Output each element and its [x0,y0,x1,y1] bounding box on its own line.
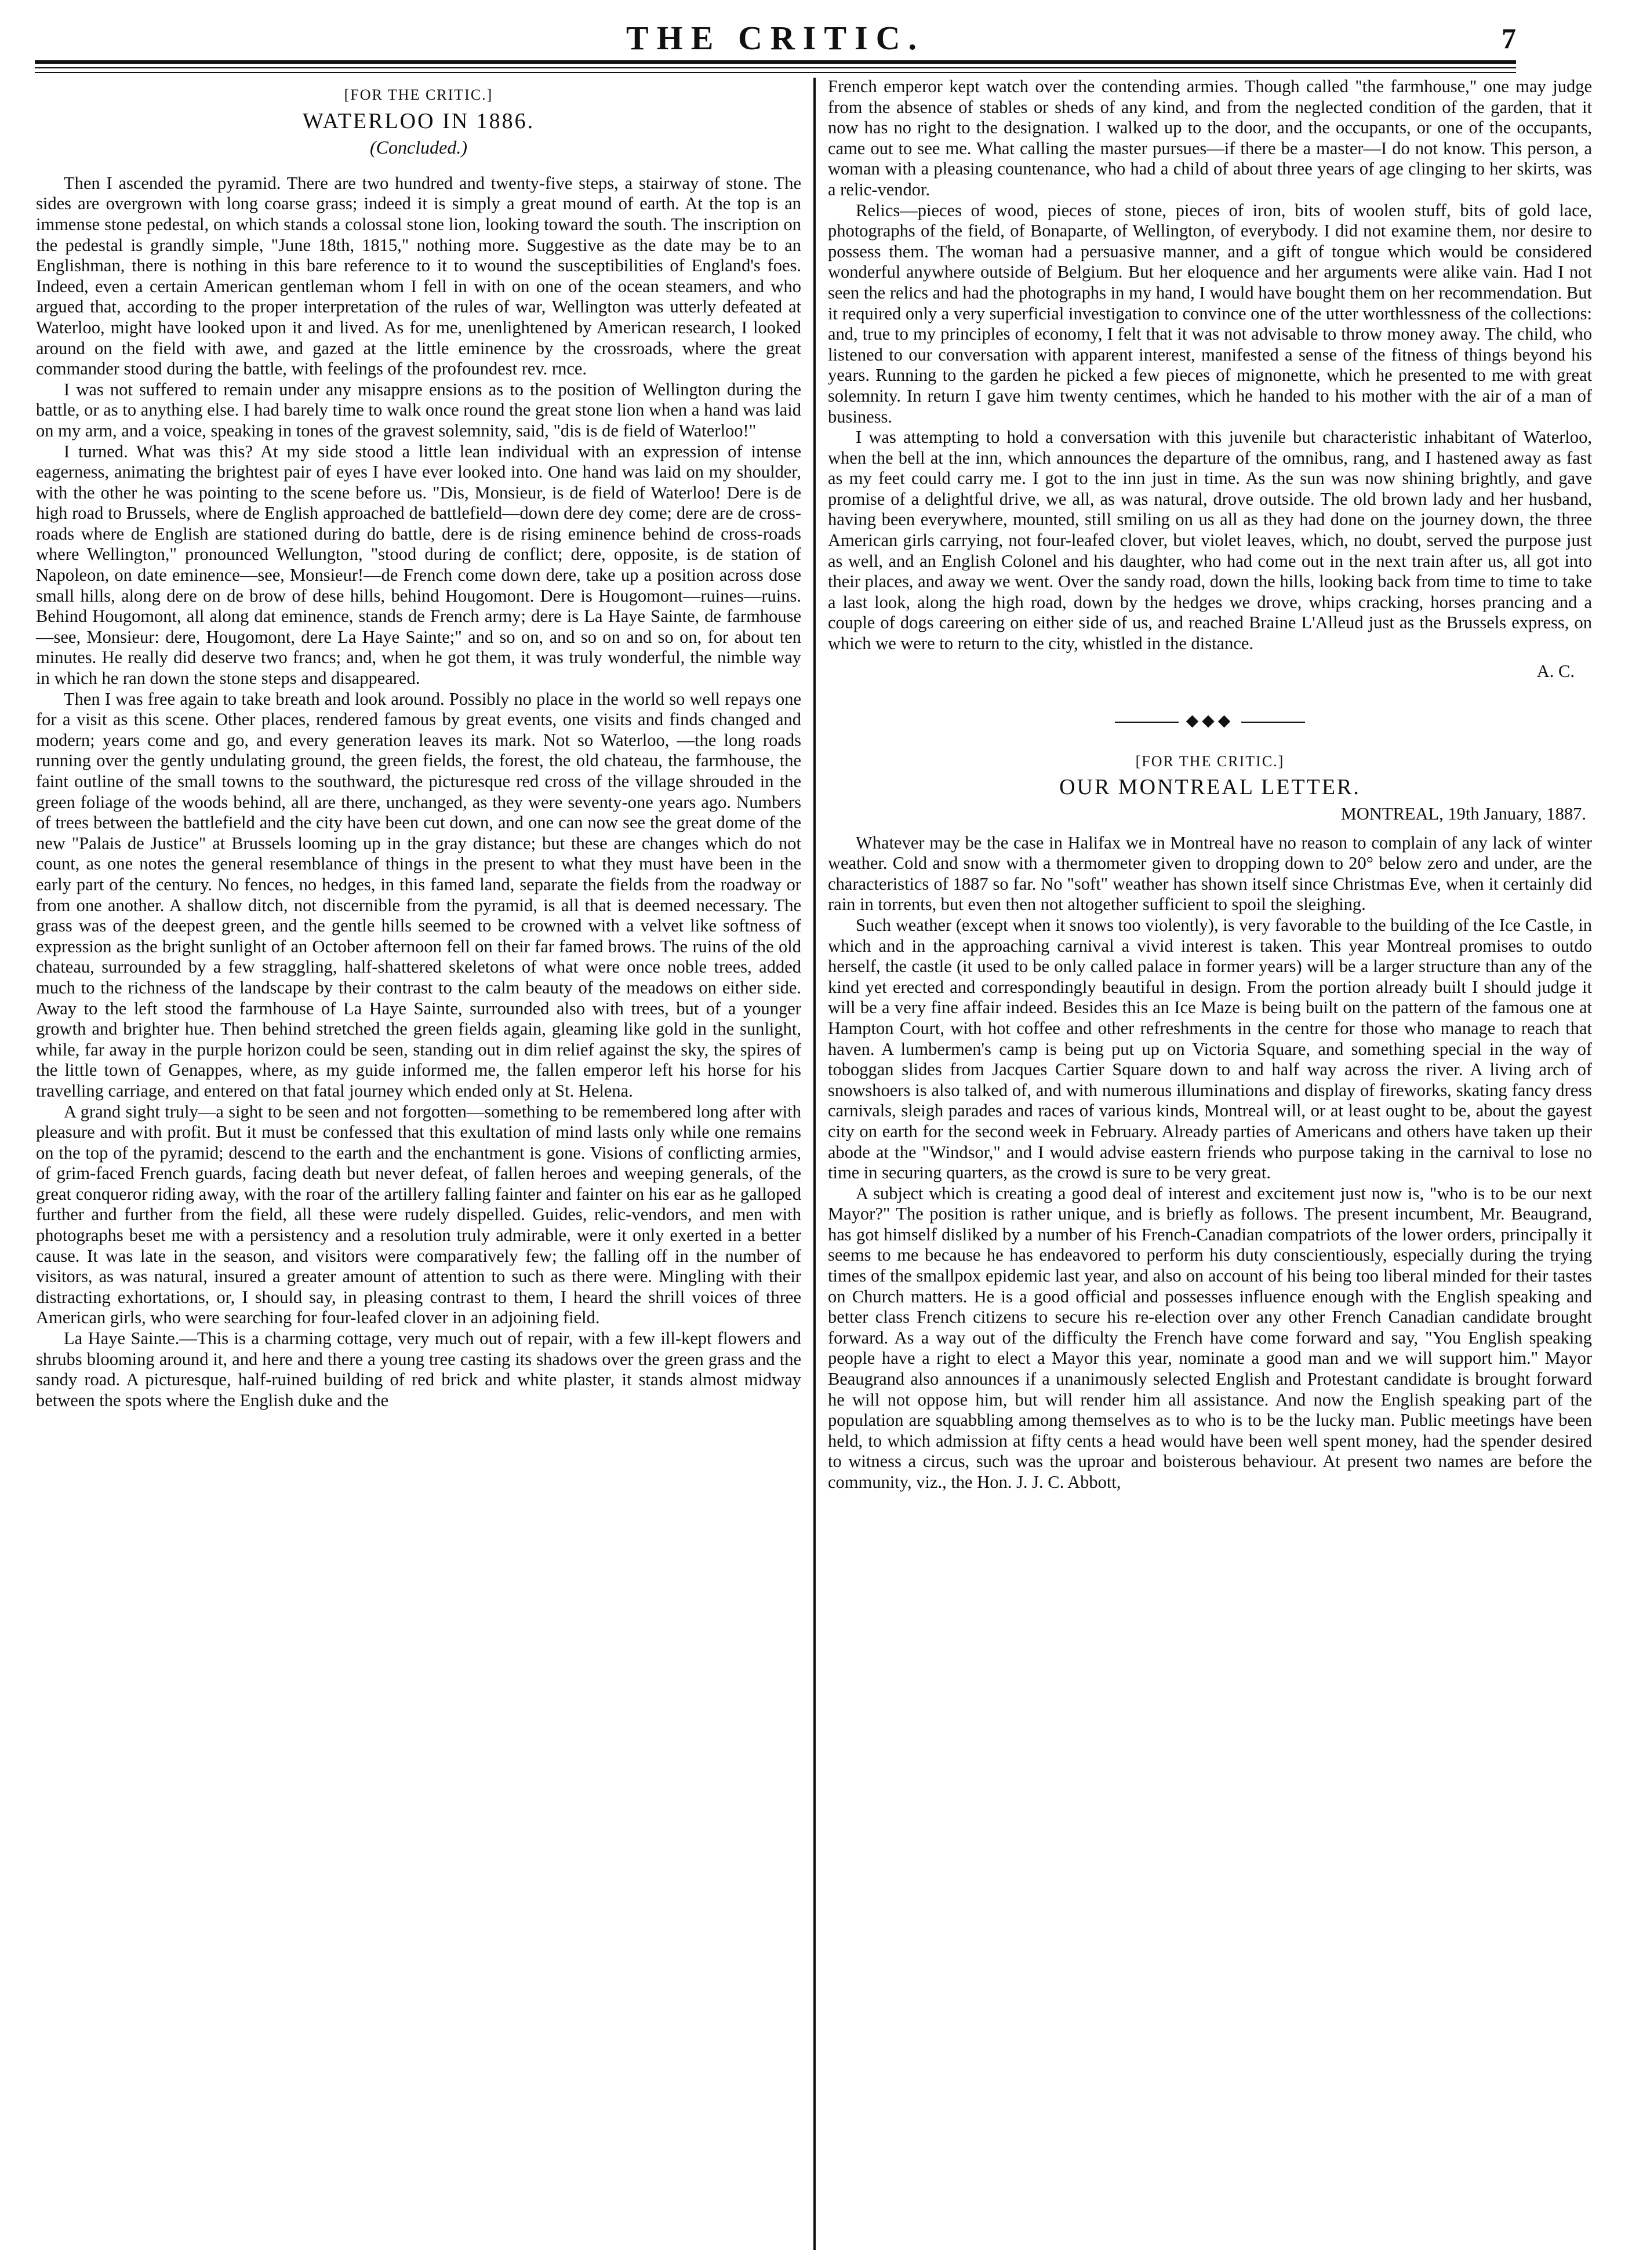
paragraph: French emperor kept watch over the contending armies. Though called "the farmhouse," one may judge from the absence of stables or sheds of any kind, and from the neglected condition of the garden, that it now has no right to the designation. I walked up to the door, and the occupants, or one of the occupants, came out to see me. What calling the master pursues—if there be a master—I do not know. This person, a woman with a pleasing countenance, who had a child of about three years of age clinging to her skirts, was a relic-vendor. [828,77,1592,199]
paragraph: A subject which is creating a good deal of interest and excitement just now is, "who is to be our next Mayor?" The position is rather unique, and is briefly as follows. The present incumbent, Mr. Beaugrand, has got himself disliked by a number of his French-Canadian compatriots of the lower orders, principally it seems to me because he has endeavored to perform his duty conscientiously, especially during the trying times of the smallpox epidemic last year, and also on account of his being too liberal minded for their tastes on Church matters. He is a good official and possesses influence enough with the English speaking and better class French citizens to secure his re-election over any other French Canadian candidate brought forward. As a way out of the difficulty the French have come forward and say, "You English speaking people have a right to elect a Mayor this year, nominate a good man and we will support him." Mayor Beaugrand also announces if a unanimously selected English and Protestant candidate is brought forward he will not oppose him, but will render him all assistance. And now the English speaking part of the population are squabbling among themselves as to who is to be the lucky man. Public meetings have been held, to which admission at fifty cents a head would have been well spent money, had the spender desired to witness a circus, such was the uproar and boisterous behaviour. At present two names are before the community, viz., the Hon. J. J. C. Abbott, [828,1183,1592,1492]
article-kicker: [FOR THE CRITIC.] [344,86,493,103]
paragraph: I was attempting to hold a conversation with this juvenile but characteristic inhabitant of Waterloo, when the bell at the inn, which announces the departure of the omnibus, rang, and I hastened away as fast as my feet could carry me. I got to the inn just in time. As the sun was now shining brightly, and gave promise of a delightful drive, we all, as was natural, drove outside. The old brown lady and her husband, having been everywhere, mounted, still smiling on us all as they had done on the journey down, the three American girls carrying, not four-leafed clover, but violet leaves, which, no doubt, served the purpose just as well, and an English Colonel and his daughter, who had come out in the next train after us, all got into their places, and away we went. Over the sandy road, down the hills, looking back from time to time to take a last look, along the high road, down by the hedges we drove, whips cracking, horses prancing and a couple of dogs careering on either side of us, and reached Braine L'Alleud just as the Brussels express, on which we were to return to the city, whistled in the distance. [828,427,1592,654]
paragraph: La Haye Sainte.—This is a charming cottage, very much out of repair, with a few ill-kept flowers and shrubs blooming around it, and here and there a young tree casting its shadows over the green grass and the sandy road. A picturesque, half-ruined building of red brick and white plaster, it stands almost midway between the spots where the English duke and the [36,1328,801,1410]
page-header [35,17,1516,59]
paragraph: Then I was free again to take breath and look around. Possibly no place in the world so well repays one for a visit as this scene. Other places, rendered famous by great events, one visits and finds changed and modern; years come and go, and every generation leaves its mark. Not so Waterloo, —the long roads running over the gently undulating ground, the green fields, the forest, the old chateau, the farmhouse, the faint outline of the small towns to the southward, the picturesque red cross of the village shrouded in the green foliage of the woods behind, all are there, unchanged, as they were seventy-one years ago. Numbers of trees between the battlefield and the city have been cut down, and one can now see the great dome of the new "Palais de Justice" at Brussels looming up in the gray distance; but these are changes which do not count, as one notes the general resemblance of things in the present to what they must have been in the early part of the century. No fences, no hedges, in this famed land, separate the fields from the roadway or from one another. A shallow ditch, not discernible from the pyramid, is all that is deemed necessary. The grass was of the deepest green, and the gentle hills seemed to be crowned with a velvet like softness of expression as the bright sunlight of an October afternoon fell on their far famed brows. The ruins of the old chateau, surrounded by a few straggling, half-shattered skeletons of what were once noble trees, added much to the richness of the landscape by their contrast to the calm beauty of the meadows on either side. Away to the left stood the farmhouse of La Haye Sainte, surrounded also with trees, but of a younger growth and brighter hue. Then behind stretched the green fields again, gleaming like gold in the sunlight, while, far away in the purple horizon could be seen, standing out in dim relief against the sky, the spires of the little town of Genappes, where, as my guide informed me, the fallen emperor left his horse for his travelling carriage, and entered on that fatal journey which ended only at St. Helena. [36,689,801,1101]
column-divider [813,78,816,2250]
ornament-rule [1115,722,1179,723]
paragraph: Such weather (except when it snows too violently), is very favorable to the building of the Ice Castle, in which and in the approaching carnival a vivid interest is taken. This year Montreal promises to outdo herself, the castle (it used to be only called palace in former years) will be a larger structure than any of the kind yet erected and correspondingly beautiful in design. From the portion already built I should judge it will be a very fine affair indeed. Besides this an Ice Maze is being built on the pattern of the famous one at Hampton Court, with hot coffee and other refreshments in the centre for those who manage to reach that haven. A lumbermen's camp is being put up on Victoria Square, and something special in the way of toboggan slides from Jacques Cartier Square down to and half way across the river. A living arch of snowshoers is also talked of, and with numerous illuminations and display of fireworks, skating fancy dress carnivals, sleigh parades and races of various kinds, Montreal will, or at least ought to be, about the gayest city on earth for the second week in February. Already parties of Americans and others have taken up their abode at the "Windsor," and I would advise eastern friends who purpose taking in the carnival to lose no time in securing quarters, as the crowd is sure to be very great. [828,915,1592,1183]
right-column [828,77,1592,1493]
article-dateline: MONTREAL, 19th January, 1887. [1340,804,1586,824]
article-signature: A. C. [1536,661,1575,681]
ornament-glyph: ◆◆◆ [1186,712,1234,730]
page-number: 7 [1502,22,1516,54]
header-rule-thin-2 [35,72,1516,73]
paragraph: Relics—pieces of wood, pieces of stone, pieces of iron, bits of woolen stuff, bits of gold lace, photographs of the field, of Bonaparte, of Wellington, of everybody. I did not examine them, nor desire to possess them. The woman had a persuasive manner, and a gift of tongue which would be considered wonderful anywhere outside of Belgium. But her eloquence and her arguments were alike vain. Had I not seen the relics and had the photographs in my hand, I would have bought them on her recommendation. But it required only a very superficial investigation to convince one of the utter worthlessness of the collections: and, true to my principles of economy, I felt that it was not advisable to throw money away. The child, who listened to our conversation with apparent interest, manifested a sense of the fitness of things beyond his years. Running to the garden he picked a few pieces of mignonette, which he presented to me with great solemnity. In return I gave him twenty centimes, which he handed to his mother with the air of a man of business. [828,200,1592,427]
article-title: OUR MONTREAL LETTER. [1059,775,1361,800]
ornament-rule [1241,722,1305,723]
paragraph: I turned. What was this? At my side stood a little lean individual with an expression of intense eagerness, animating the brightest pair of eyes I have ever looked into. One hand was laid on my shoulder, with the other he was pointing to the scene before us. "Dis, Monsieur, is de field of Waterloo! Dere is de high road to Brussels, where de English approached de battlefield—down dere dey come; dere are de cross-roads where de English are stationed during do battle, dere is de rising eminence behind de cross-roads where Wellington," pronounced Wellungton, "stood during de conflict; dere, opposite, is de station of Napoleon, on date eminence—see, Monsieur!—de French come down dere, take up a position across dose small hills, along dere on de brow of dese hills, behind Hougomont. Dere is Hougomont—ruines—ruins. Behind Hougomont, all along dat eminence, stands de French army; dere is La Haye Sainte, de farmhouse—see, Monsieur: dere, Hougomont, dere La Haye Sainte;" and so on, and so on and so on, for about ten minutes. He really did deserve two francs; and, when he got them, it was truly wonderful, the nimble way in which he ran down the stone steps and disappeared. [36,441,801,689]
paragraph: Then I ascended the pyramid. There are two hundred and twenty-five steps, a stairway of stone. The sides are overgrown with long coarse grass; indeed it is simply a great mound of earth. At the top is an immense stone pedestal, on which stands a colossal stone lion, looking toward the south. The inscription on the pedestal is grandly simple, "June 18th, 1815," nothing more. Suggestive as the date may be to an Englishman, there is nothing in this bare reference to it to wound the susceptibilities of England's foes. Indeed, even a certain American gentleman whom I fell in with on one of the ocean steamers, and who argued that, according to the proper interpretation of the rules of war, Wellington was utterly defeated at Waterloo, might have looked upon it and lived. As for me, unenlightened by American research, I looked around on the field with awe, and gazed at the little eminence by the crossroads, where the great commander stood during the battle, with feelings of the profoundest rev. rnce. [36,173,801,379]
header-rule-thin [35,67,1516,68]
article-title: WATERLOO IN 1886. [302,108,535,133]
paragraph: I was not suffered to remain under any misappre ensions as to the position of Wellington during the battle, or as to anything else. I had barely time to walk once round the great stone lion when a hand was laid on my arm, and a voice, speaking in tones of the gravest solemnity, said, "dis is de field of Waterloo!" [36,379,801,441]
paragraph: Whatever may be the case in Halifax we in Montreal have no reason to complain of any lack of winter weather. Cold and snow with a thermometer given to dropping down to 20° below zero and under, are the characteristics of 1887 so far. No "soft" weather has shown itself since Christmas Eve, when it certainly did rain in torrents, but even then not altogether sufficient to spoil the sleighing. [828,832,1592,915]
paragraph: A grand sight truly—a sight to be seen and not forgotten—something to be remembered long after with pleasure and with profit. But it must be confessed that this exultation of mind lasts only while one remains on the top of the pyramid; descend to the earth and the enchantment is gone. Visions of conflicting armies, of grim-faced French guards, facing death but never defeat, of fallen heroes and weeping generals, of the great conqueror riding away, with the roar of the artillery falling fainter and fainter on his ear as he galloped further and further from the field, all these were rudely dispelled. Guides, relic-vendors, and men with photographs beset me with a persistency and a resolution truly admirable, were it only exerted in a better cause. It was late in the season, and visitors were comparatively few; the falling off in the number of visitors, as was natural, insured a greater amount of attention to such as there were. Mingling with their distracting exhortations, or, I should say, in pleasing contrast to them, I heard the shrill voices of three American girls, who were searching for four-leafed clover in an adjoining field. [36,1101,801,1328]
masthead: THE CRITIC. [626,19,925,57]
section-ornament [828,711,1592,731]
left-column [36,77,801,1411]
article-kicker: [FOR THE CRITIC.] [1135,752,1285,770]
article-subtitle: (Concluded.) [370,137,467,158]
header-rule [35,60,1516,64]
